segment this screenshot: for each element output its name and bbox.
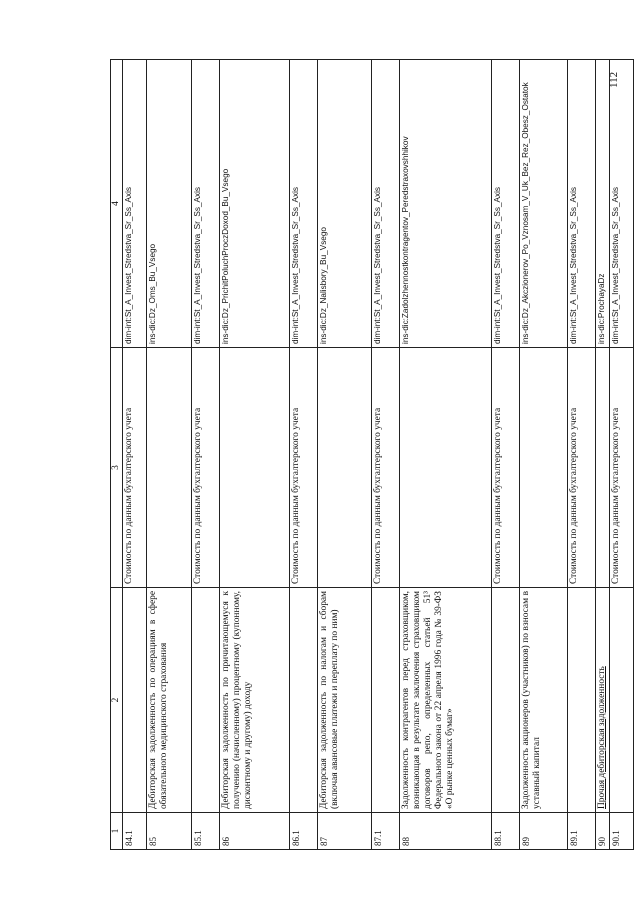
row-description-cell: Задолженность контрагентов перед страховщиком, возникающая в результате заключения страховщиком договоров репо, определенных статьей 51³ Федерального закона от 22 апреля 1996 года № 39-ФЗ «О рынке ценных бумаг» [399,588,491,813]
row-description-cell [567,588,595,813]
row-number-cell: 90 [595,813,609,850]
table-row [317,60,371,850]
table-row [371,60,399,850]
row-code-cell: dim-int:St_A_Invest_Stredstva_Sr_Ss_Axis [567,60,595,348]
column-header: 4 [111,60,123,348]
table-row [289,60,317,850]
row-description-cell: Задолженность акционеров (участников) по взносам в уставный капитал [519,588,567,813]
row-measure-cell: Стоимость по данным бухгалтерского учета [371,348,399,588]
table-row [567,60,595,850]
row-measure-cell: Стоимость по данным бухгалтерского учета [491,348,519,588]
row-code-cell: dim-int:St_A_Invest_Stredstva_Sr_Ss_Axis [289,60,317,348]
row-number-cell: 88 [399,813,491,850]
row-measure-cell: Стоимость по данным бухгалтерского учета [191,348,219,588]
column-header: 2 [111,588,123,813]
row-code-cell: dim-int:St_A_Invest_Stredstva_Sr_Ss_Axis [609,60,633,348]
row-code-cell: ins-dic:ProchayaDz [595,60,609,348]
row-number-cell: 90.1 [609,813,633,850]
row-measure-cell [595,348,609,588]
row-code-cell: ins-dic:Dz_Nalisbory_Bu_Vsego [317,60,371,348]
table-row [595,60,609,850]
row-number-cell: 89 [519,813,567,850]
row-number-cell: 87 [317,813,371,850]
row-description-cell [609,588,633,813]
row-measure-cell [399,348,491,588]
row-description-cell [122,588,146,813]
column-header: 1 [111,813,123,850]
table-row [491,60,519,850]
row-measure-cell: Стоимость по данным бухгалтерского учета [567,348,595,588]
row-measure-cell: Стоимость по данным бухгалтерского учета [609,348,633,588]
table-row [191,60,219,850]
row-description-cell: Дебиторская задолженность по операциям в сфере обязательного медицинского страхования [146,588,191,813]
row-number-cell: 85.1 [191,813,219,850]
row-measure-cell [519,348,567,588]
row-number-cell: 86.1 [289,813,317,850]
row-number-cell: 87.1 [371,813,399,850]
row-description-cell [191,588,219,813]
row-code-cell: dim-int:St_A_Invest_Stredstva_Sr_Ss_Axis [371,60,399,348]
table-row [519,60,567,850]
row-measure-cell: Стоимость по данным бухгалтерского учета [122,348,146,588]
row-number-cell: 86 [219,813,289,850]
row-code-cell: dim-int:St_A_Invest_Stredstva_Sr_Ss_Axis [191,60,219,348]
row-number-cell: 85 [146,813,191,850]
row-description-cell [289,588,317,813]
row-number-cell: 89.1 [567,813,595,850]
row-measure-cell: Стоимость по данным бухгалтерского учета [289,348,317,588]
row-code-cell: ins-dic:Dz_PrichitPoluchProczDoxod_Bu_Vsego [219,60,289,348]
taxonomy-table [110,59,634,850]
row-description-cell: Дебиторская задолженность по причитающемуся к получению (начисленному) процентному (купонному, дисконтному и другому) доходу [219,588,289,813]
table-row [399,60,491,850]
row-number-cell: 84.1 [122,813,146,850]
table-body [122,60,633,850]
column-header: 3 [111,348,123,588]
row-description-cell: Прочая дебиторская задолженность [595,588,609,813]
table-row [146,60,191,850]
row-code-cell: ins-dic:Zadolzhennostkontragentov_Peredstraxovshhikov [399,60,491,348]
row-description-cell: Дебиторская задолженность по налогам и сборам (включая авансовые платежи и переплату по ним) [317,588,371,813]
row-code-cell: dim-int:St_A_Invest_Stredstva_Sr_Ss_Axis [122,60,146,348]
column-number-row [111,60,123,850]
row-code-cell: dim-int:St_A_Invest_Stredstva_Sr_Ss_Axis [491,60,519,348]
row-code-cell: ins-dic:Dz_Oms_Bu_Vsego [146,60,191,348]
row-description-cell [491,588,519,813]
row-description-cell [371,588,399,813]
table-row [609,60,633,850]
row-measure-cell [219,348,289,588]
table-row [219,60,289,850]
row-number-cell: 88.1 [491,813,519,850]
page-number: 112 [608,71,620,89]
row-measure-cell [146,348,191,588]
row-measure-cell [317,348,371,588]
table-row [122,60,146,850]
row-code-cell: ins-dic:Dz_Akczionerov_Po_Vznosam_V_Uk_Bez_Rez_Obesz_Ostatok [519,60,567,348]
